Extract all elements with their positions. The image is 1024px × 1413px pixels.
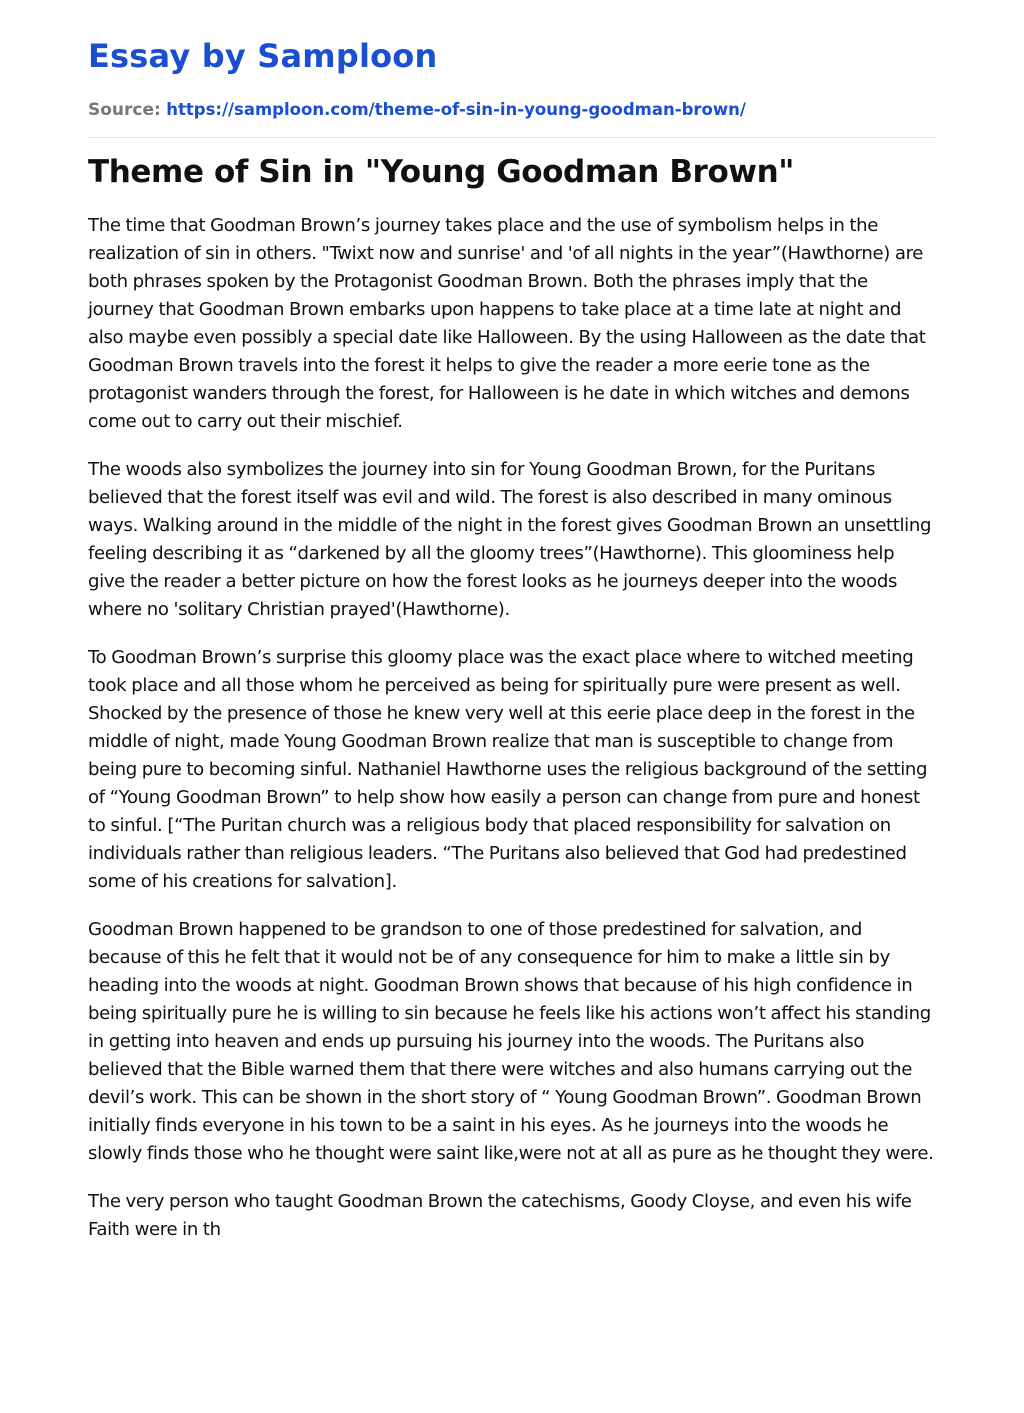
essay-body [88, 212, 936, 1244]
essay-paragraph-2: The woods also symbolizes the journey into sin for Young Goodman Brown, for the Puritans believed that the forest itself was evil and wild. The forest is also described in many ominous ways. Walking around in the middle of the night in the forest gives Goodman Brown an unsettling feeling describing it as “darkened by all the gloomy trees”(Hawthorne). This gloominess help give the reader a better picture on how the forest looks as he journeys deeper into the woods where no 'solitary Christian prayed'(Hawthorne). [88, 459, 932, 620]
essay-paragraph-1: The time that Goodman Brown’s journey takes place and the use of symbolism helps in the realization of sin in others. "Twixt now and sunrise' and 'of all nights in the year”(Hawthorne) are both phrases spoken by the Protagonist Goodman Brown. Both the phrases imply that the journey that Goodman Brown embarks upon happens to take place at a time late at night and also maybe even possibly a special date like Halloween. By the using Halloween as the date that Goodman Brown travels into the forest it helps to give the reader a more eerie tone as the protagonist wanders through the forest, for Halloween is he date in which witches and demons come out to carry out their mischief. [88, 215, 926, 432]
essay-paragraph-5: The very person who taught Goodman Brown the catechisms, Goody Cloyse, and even his wife Faith were in th [88, 1191, 912, 1240]
essay-paragraph-4: Goodman Brown happened to be grandson to one of those predestined for salvation, and because of this he felt that it would not be of any consequence for him to make a little sin by heading into the woods at night. Goodman Brown shows that because of his high confidence in being spiritually pure he is willing to sin because he feels like his actions won’t affect his standing in getting into heaven and ends up pursuing his journey into the woods. The Puritans also believed that the Bible warned them that there were witches and also humans carrying out the devil’s work. This can be shown in the short story of “ Young Goodman Brown”. Goodman Brown initially finds everyone in his town to be a saint in his eyes. As he journeys into the woods he slowly finds those who he thought were saint like,were not at all as pure as he thought they were. [88, 919, 934, 1164]
essay-paragraph-3: To Goodman Brown’s surprise this gloomy place was the exact place where to witched meeting took place and all those whom he perceived as being for spiritually pure were present as well. Shocked by the presence of those he knew very well at this eerie place deep in the forest in the middle of night, made Young Goodman Brown realize that man is susceptible to change from being pure to becoming sinful. Nathaniel Hawthorne uses the religious background of the setting of “Young Goodman Brown” to help show how easily a person can change from pure and honest to sinful. [“The Puritan church was a religious body that placed responsibility for salvation on individuals rather than religious leaders. “The Puritans also believed that God had predestined some of his creations for salvation]. [88, 647, 928, 892]
site-brand-title: Essay by Samploon [88, 37, 438, 75]
essay-page [88, 0, 936, 1264]
source-line [88, 98, 936, 122]
header-divider [88, 137, 936, 138]
source-label: Source: [88, 100, 161, 120]
essay-title: Theme of Sin in "Young Goodman Brown" [88, 154, 794, 190]
source-link[interactable]: https://samploon.com/theme-of-sin-in-young-goodman-brown/ [166, 100, 746, 119]
